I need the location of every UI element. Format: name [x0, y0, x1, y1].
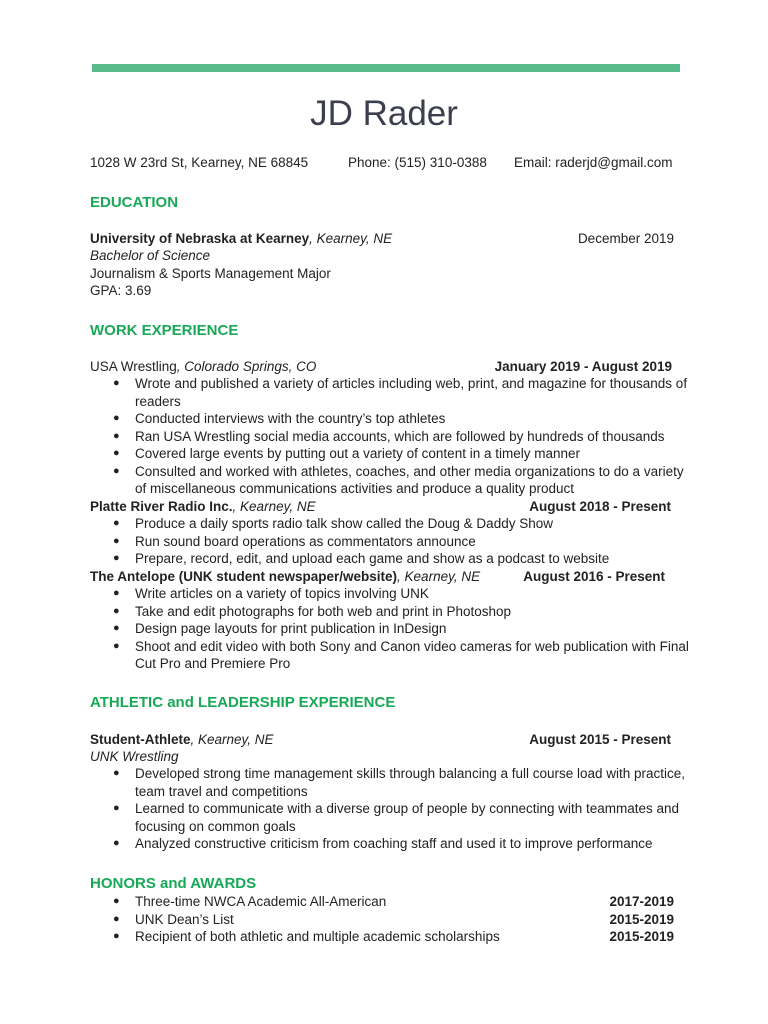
- major: Journalism & Sports Management Major: [90, 266, 331, 281]
- job-header: [90, 358, 316, 376]
- athletic-date: August 2015 - Present: [529, 732, 671, 747]
- list-item: ● Run sound board operations as commentators announce: [113, 533, 476, 549]
- list-item: ● Prepare, record, edit, and upload each game and show as a podcast to website: [113, 551, 610, 566]
- email: Email: raderjd@gmail.com: [514, 155, 673, 170]
- section-title-education: EDUCATION: [90, 194, 179, 211]
- list-item: ● Wrote and published a variety of articles including web, print, and magazine for thousands of readers: [113, 376, 688, 409]
- list-item: ● Analyzed constructive criticism from coaching staff and used it to improve performance: [113, 836, 653, 851]
- job-date: August 2018 - Present: [529, 499, 671, 514]
- job-org: The Antelope (UNK student newspaper/website): [90, 569, 398, 584]
- job-date: January 2019 - August 2019: [494, 359, 672, 374]
- education-date: December 2019: [577, 231, 674, 246]
- list-item: ● Write articles on a variety of topics involving UNK: [113, 586, 429, 601]
- job-bullets: [90, 375, 690, 498]
- list-item: ● Consulted and worked with athletes, coaches, and other media organizations to do a variety of miscellaneous communications activities and produce a quality product: [113, 463, 684, 496]
- address: 1028 W 23rd St, Kearney, NE 68845: [90, 155, 309, 170]
- phone: Phone: (515) 310-0388: [348, 155, 487, 170]
- list-item: ● Take and edit photographs for both web and print in Photoshop: [113, 603, 512, 619]
- athletic-role: Student-Athlete: [90, 732, 191, 747]
- list-item: ● UNK Dean’s List 2015-2019: [113, 911, 674, 927]
- resume-name: JD Rader: [310, 94, 458, 133]
- school-name: University of Nebraska at Kearney: [90, 231, 310, 246]
- list-item: ● Learned to communicate with a diverse group of people by connecting with teammates and focusing on common goals: [113, 801, 680, 834]
- job-location: , Colorado Springs, CO: [176, 359, 317, 374]
- honor-years: 2015-2019: [609, 911, 674, 927]
- list-item: ● Shoot and edit video with both Sony and Canon video cameras for web publication with Final Cut Pro and Premiere Pro: [113, 638, 689, 671]
- athletic-bullets: [90, 765, 690, 853]
- section-title-athletic: ATHLETIC and LEADERSHIP EXPERIENCE: [90, 694, 396, 711]
- education-school-line: [90, 230, 392, 248]
- degree: Bachelor of Science: [90, 248, 211, 263]
- job-org: Platte River Radio Inc.: [90, 499, 233, 514]
- list-item: ● Covered large events by putting out a variety of content in a timely manner: [113, 446, 580, 461]
- list-item: ● Ran USA Wrestling social media accounts, which are followed by hundreds of thousands: [113, 428, 665, 444]
- section-title-honors: HONORS and AWARDS: [90, 875, 257, 892]
- job-header: [90, 568, 480, 586]
- job-bullets: [90, 515, 690, 568]
- accent-bar: [92, 64, 680, 72]
- honors-list: [90, 893, 690, 946]
- list-item: ● Developed strong time management skills through balancing a full course load with practice, team travel and competitions: [113, 766, 686, 799]
- job-bullets: [90, 585, 690, 673]
- athletic-location: , Kearney, NE: [190, 732, 274, 747]
- athletic-team: UNK Wrestling: [90, 749, 179, 764]
- list-item: ● Conducted interviews with the country’s top athletes: [113, 411, 446, 426]
- gpa: GPA: 3.69: [90, 283, 152, 298]
- honor-years: 2015-2019: [609, 929, 674, 944]
- job-location: , Kearney, NE: [397, 569, 481, 584]
- job-date: August 2016 - Present: [523, 569, 665, 584]
- section-title-work: WORK EXPERIENCE: [90, 322, 239, 339]
- list-item: ● Produce a daily sports radio talk show called the Doug & Daddy Show: [113, 516, 553, 531]
- athletic-header: [90, 731, 274, 749]
- list-item: ● Recipient of both athletic and multiple academic scholarships 2015-2019: [113, 929, 674, 944]
- job-header: [90, 498, 316, 516]
- school-location: , Kearney, NE: [309, 231, 393, 246]
- job-org: USA Wrestling: [90, 359, 177, 374]
- list-item: ● Three-time NWCA Academic All-American 2017-2019: [113, 894, 674, 909]
- honor-years: 2017-2019: [609, 894, 674, 909]
- list-item: ● Design page layouts for print publication in InDesign: [113, 621, 447, 636]
- job-location: , Kearney, NE: [232, 499, 316, 514]
